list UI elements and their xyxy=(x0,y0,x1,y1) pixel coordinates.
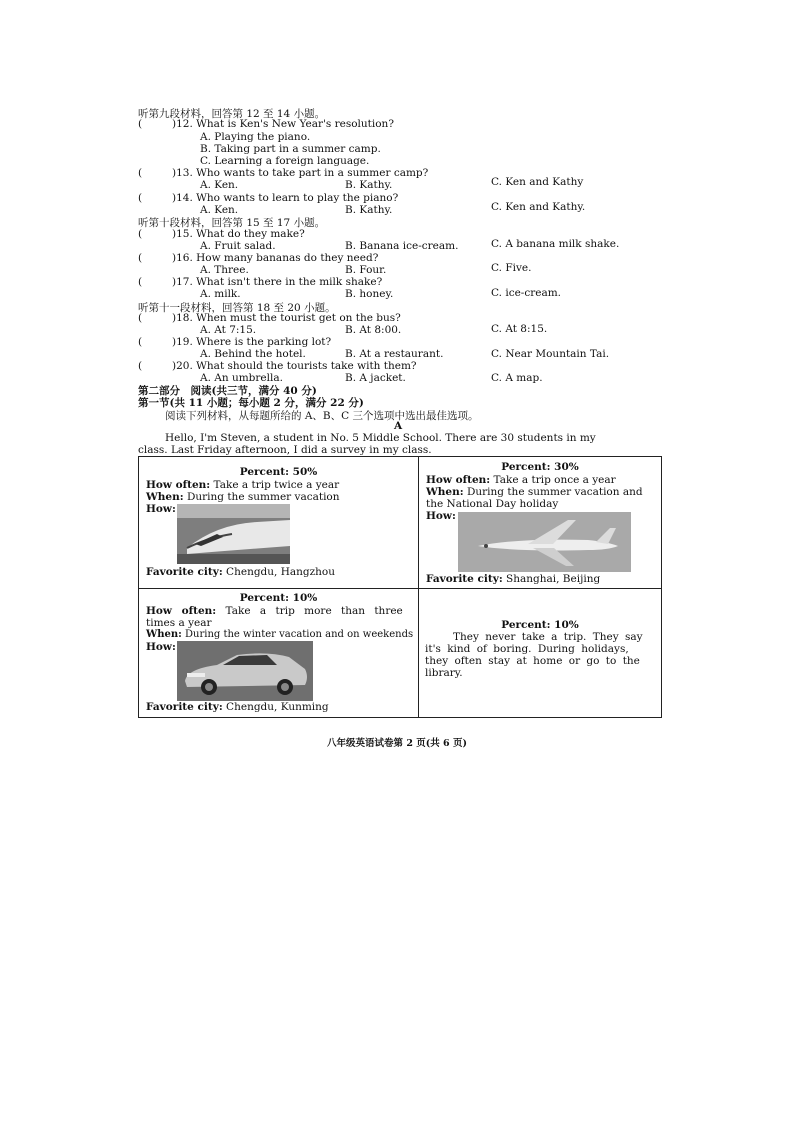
cell2-how-label: How: xyxy=(426,510,456,522)
q12-option-a: A. Playing the piano. xyxy=(200,131,311,143)
train-image xyxy=(177,504,290,564)
q12-paren: ( xyxy=(138,118,143,130)
q17-paren: ( xyxy=(138,276,143,288)
cell1-how-often xyxy=(146,479,339,492)
q12-option-b: B. Taking part in a summer camp. xyxy=(200,143,381,155)
q16-option-b: B. Four. xyxy=(345,264,387,276)
cell3-favorite-city xyxy=(146,701,329,714)
passage-intro-line2: class. Last Friday afternoon, I did a survey in my class. xyxy=(138,444,432,456)
q19-option-c: C. Near Mountain Tai. xyxy=(491,348,610,360)
q16-paren: ( xyxy=(138,252,143,264)
cell2-favorite-city xyxy=(426,573,600,586)
q14-option-c: C. Ken and Kathy. xyxy=(491,201,586,213)
cell2-city-value: Shanghai, Beijing xyxy=(502,573,601,585)
q16-option-a: A. Three. xyxy=(200,264,249,276)
cell3-how-often-line2: times a year xyxy=(146,617,212,629)
cell2-how-often xyxy=(426,474,616,487)
q13-option-c: C. Ken and Kathy xyxy=(491,176,584,188)
section11-header: 听第十一段材料，回答第 18 至 20 小题。 xyxy=(138,302,336,314)
q18-paren: ( xyxy=(138,312,143,324)
cell2-how-often-value: Take a trip once a year xyxy=(490,474,616,486)
q20-stem: )20. What should the tourists take with them? xyxy=(172,360,417,372)
table-divider-horizontal xyxy=(139,588,661,589)
q20-option-a: A. An umbrella. xyxy=(200,372,283,384)
q13-stem: )13. Who wants to take part in a summer camp? xyxy=(172,167,429,179)
q20-option-c: C. A map. xyxy=(491,372,543,384)
cell1-when xyxy=(146,491,340,504)
table-divider-vertical xyxy=(418,457,419,717)
q18-option-c: C. At 8:15. xyxy=(491,323,548,335)
q19-option-a: A. Behind the hotel. xyxy=(200,348,306,360)
cell1-when-value: During the summer vacation xyxy=(183,491,340,503)
section1-title: 第一节(共 11 小题；每小题 2 分，满分 22 分) xyxy=(138,397,364,409)
cell3-when xyxy=(146,629,413,642)
cell1-how-label: How: xyxy=(146,503,176,515)
cell1-city-label: Favorite city: xyxy=(146,566,223,578)
q14-option-b: B. Kathy. xyxy=(345,204,393,216)
q16-option-c: C. Five. xyxy=(491,262,532,274)
q16-stem: )16. How many bananas do they need? xyxy=(172,252,379,264)
cell2-when-label: When: xyxy=(426,486,464,498)
cell2-when xyxy=(426,486,643,499)
q18-stem: )18. When must the tourist get on the bus? xyxy=(172,312,401,324)
cell3-city-value: Chengdu, Kunming xyxy=(222,701,329,713)
cell3-when-value: During the winter vacation and on weekends xyxy=(181,629,414,640)
cell1-percent: Percent: 50% xyxy=(239,466,318,478)
cell2-when-line2: the National Day holiday xyxy=(426,498,559,510)
q14-paren: ( xyxy=(138,192,143,204)
cell3-percent: Percent: 10% xyxy=(239,592,318,604)
cell1-favorite-city xyxy=(146,566,335,579)
airplane-photo xyxy=(458,512,631,572)
cell2-percent: Percent: 30% xyxy=(501,461,579,473)
part2-title: 第二部分 阅读(共三节，满分 40 分) xyxy=(138,385,317,397)
cell4-line4: library. xyxy=(425,667,463,679)
q15-stem: )15. What do they make? xyxy=(172,228,305,240)
q13-paren: ( xyxy=(138,167,143,179)
cell1-how-often-value: Take a trip twice a year xyxy=(210,479,340,491)
passage-intro-line1: Hello, I'm Steven, a student in No. 5 Middle School. There are 30 students in my xyxy=(165,432,596,444)
cell3-when-label: When: xyxy=(146,629,182,640)
q17-stem: )17. What isn't there in the milk shake? xyxy=(172,276,383,288)
airplane-image xyxy=(458,512,631,572)
q19-stem: )19. Where is the parking lot? xyxy=(172,336,332,348)
cell3-city-label: Favorite city: xyxy=(146,701,223,713)
section10-header: 听第十段材料，回答第 15 至 17 小题。 xyxy=(138,217,326,229)
q13-option-b: B. Kathy. xyxy=(345,179,393,191)
cell4-percent: Percent: 10% xyxy=(501,619,579,631)
car-photo xyxy=(177,641,313,701)
q17-option-a: A. milk. xyxy=(200,288,241,300)
q12-stem: )12. What is Ken's New Year's resolution? xyxy=(172,118,394,130)
passage-letter: A xyxy=(394,420,403,432)
q13-option-a: A. Ken. xyxy=(200,179,239,191)
q14-stem: )14. Who wants to learn to play the piano? xyxy=(172,192,399,204)
q12-option-c: C. Learning a foreign language. xyxy=(200,155,370,167)
q18-option-b: B. At 8:00. xyxy=(345,324,402,336)
q20-option-b: B. A jacket. xyxy=(345,372,406,384)
cell2-city-label: Favorite city: xyxy=(426,573,503,585)
train-photo xyxy=(177,504,290,564)
q19-option-b: B. At a restaurant. xyxy=(345,348,444,360)
q15-option-c: C. A banana milk shake. xyxy=(491,238,620,250)
cell4-line2: it's kind of boring. During holidays, xyxy=(425,643,629,655)
cell1-when-label: When: xyxy=(146,491,184,503)
q19-paren: ( xyxy=(138,336,143,348)
section9-header: 听第九段材料，回答第 12 至 14 小题。 xyxy=(138,108,326,120)
q14-option-a: A. Ken. xyxy=(200,204,239,216)
cell1-city-value: Chengdu, Hangzhou xyxy=(222,566,335,578)
survey-table xyxy=(138,456,662,718)
reading-instruction: 阅读下列材料，从每题所给的 A、B、C 三个选项中选出最佳选项。 xyxy=(165,410,479,422)
cell3-how-label: How: xyxy=(146,641,176,653)
cell4-line3: they often stay at home or go to the xyxy=(425,655,640,667)
q17-option-c: C. ice-cream. xyxy=(491,287,562,299)
cell4-line1: They never take a trip. They say xyxy=(453,631,643,643)
q15-option-b: B. Banana ice-cream. xyxy=(345,240,459,252)
cell3-how-often xyxy=(146,605,403,618)
cell2-how-often-label: How often: xyxy=(426,474,491,486)
cell3-how-often-value: Take a trip more than three xyxy=(216,605,403,617)
q20-paren: ( xyxy=(138,360,143,372)
q15-paren: ( xyxy=(138,228,143,240)
car-image xyxy=(177,641,313,701)
q17-option-b: B. honey. xyxy=(345,288,394,300)
page-footer: 八年级英语试卷第 2 页(共 6 页) xyxy=(327,738,467,749)
cell3-how-often-label: How often: xyxy=(146,605,217,617)
q15-option-a: A. Fruit salad. xyxy=(200,240,276,252)
cell1-how-often-label: How often: xyxy=(146,479,211,491)
q18-option-a: A. At 7:15. xyxy=(200,324,257,336)
cell2-when-value: During the summer vacation and xyxy=(463,486,643,498)
